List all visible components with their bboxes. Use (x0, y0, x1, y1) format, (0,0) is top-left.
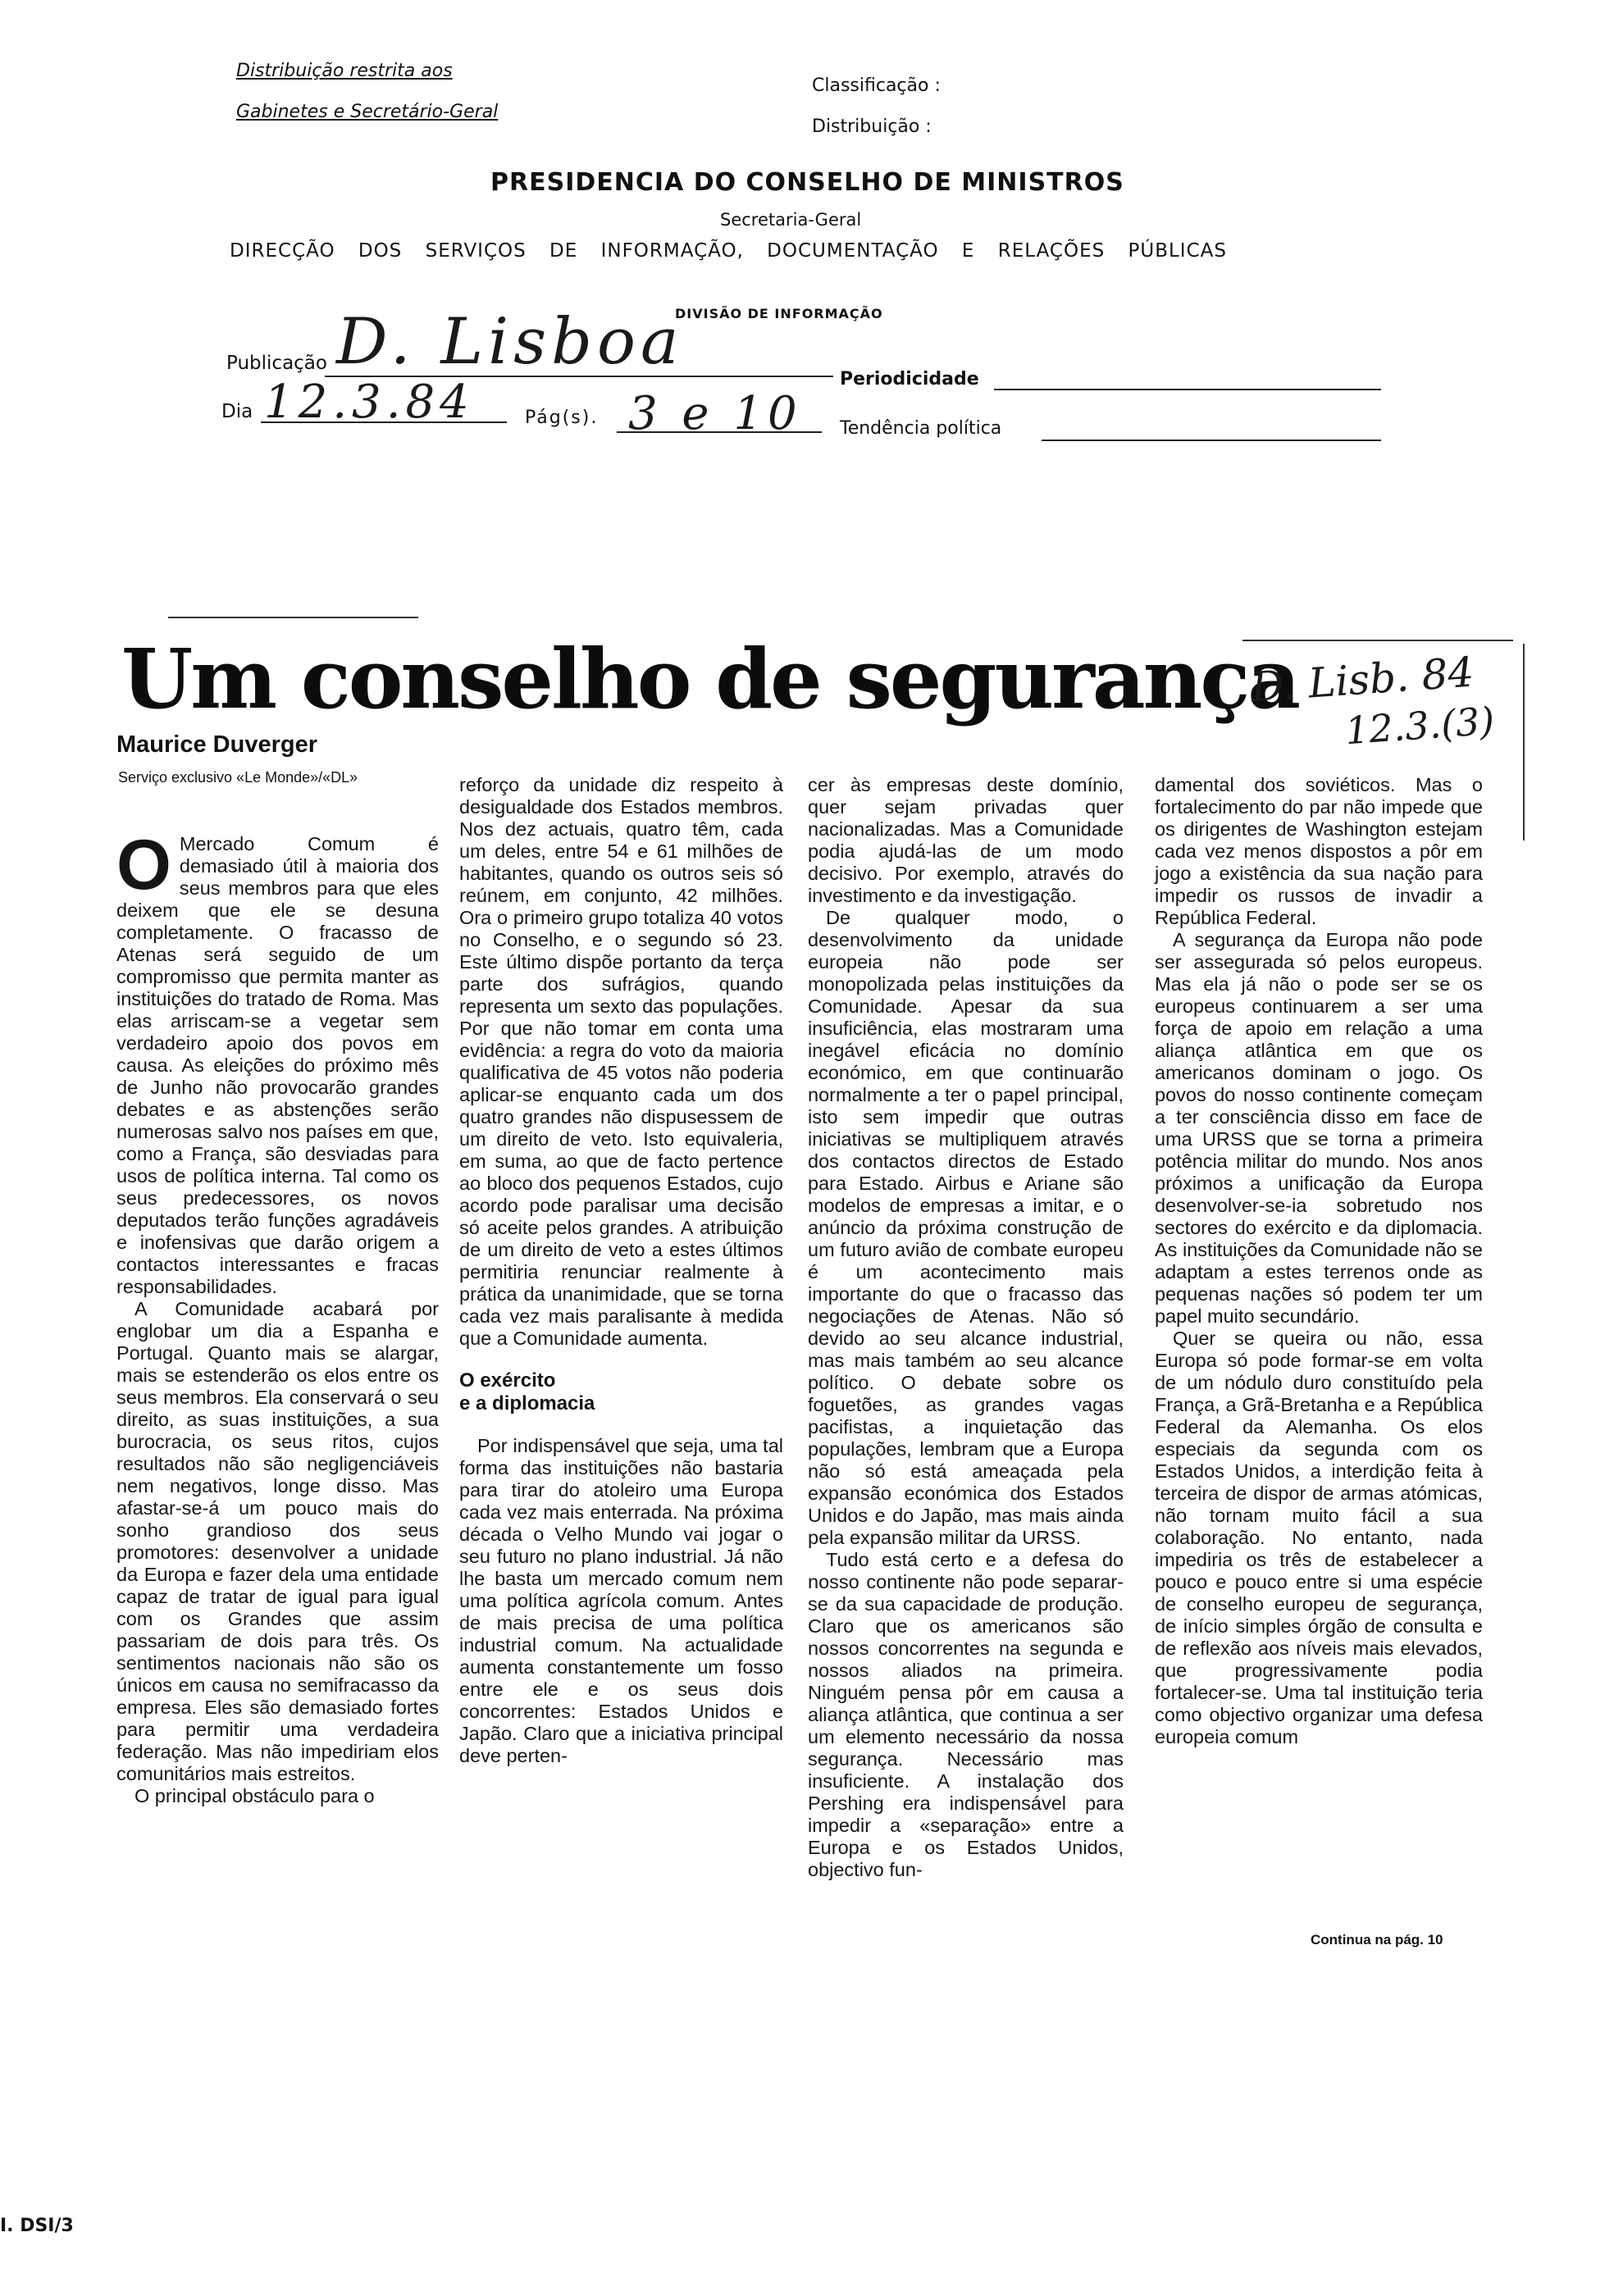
article-headline: Um conselho de segurança (121, 631, 1299, 727)
classificacao-label: Classificação : (812, 75, 941, 96)
publicacao-label: Publicação (226, 353, 327, 374)
article-column-4 (1155, 774, 1483, 1748)
pags-handwritten-value: 3 e 10 (628, 387, 802, 440)
divisao-label: DIVISÃO DE INFORMAÇÃO (675, 306, 883, 321)
continuation-note: Continua na pág. 10 (1311, 1932, 1443, 1947)
distribuicao-label: Distribuição : (812, 116, 932, 137)
handwritten-margin-note-2: 12.3.(3) (1343, 698, 1496, 754)
article-column-2 (459, 774, 783, 1767)
section-subhead-line-1: O exército (459, 1369, 556, 1392)
publicacao-handwritten-value: D. Lisboa (336, 305, 684, 379)
handwritten-margin-note-1: D. Lisb. 84 (1249, 648, 1476, 712)
drop-cap: O (116, 826, 171, 904)
right-margin-line (1523, 644, 1525, 840)
paragraph: Quer se queira ou não, essa Europa só pode formar-se em volta de um nódulo duro constituído pela França, a Grã-Bretanha e a República Federal da Alemanha. Os elos especiais da segunda com os Estados Unidos, a interdição feita à terceira de dispor de armas atómicas, não tornam muito fácil a sua colaboração. No entanto, nada impediria os três de estabelecer a pouco e pouco entre si uma espécie de conselho europeu de segurança, de início simples órgão de consulta e de reflexão aos níveis mais elevados, que progressivamente podia fortalecer-se. Uma tal instituição teria como objectivo organizar uma defesa europeia comum (1155, 1328, 1483, 1747)
paragraph: De qualquer modo, o desenvolvimento da unidade europeia não pode ser monopolizada pelas instituições da Comunidade. Apesar da sua insuficiência, elas mostraram uma inegável eficácia no domínio económico, em que continuarão normalmente a ter o papel principal, isto sem impedir que outras iniciativas se multipliquem através dos contactos directos de Estado para Estado. Airbus e Ariane são modelos de empresas a imitar, e o anúncio da próxima construção de um futuro avião de combate europeu é um acontecimento mais importante do que o fracasso das negociações de Atenas. Não só devido ao seu alcance industrial, mas mais também ao seu alcance político. O debate sobre os foguetões, as grandes vagas pacifistas, a inquietação das populações, lembram que a Europa não só está ameaçada pela expansão económica dos Estados Unidos e do Japão, mas mais ainda pela expansão militar da URSS. (808, 907, 1124, 1548)
secretaria-label: Secretaria-Geral (720, 210, 862, 230)
direccao-label: DIRECÇÃO DOS SERVIÇOS DE INFORMAÇÃO, DOCUMENTAÇÃO E RELAÇÕES PÚBLICAS (230, 240, 1227, 262)
paragraph: reforço da unidade diz respeito à desigualdade dos Estados membros. Nos dez actuais, quatro têm, cada um deles, entre 54 e 61 milhões de habitantes, quando os outros seis só reúnem, em conjunto, 42 milhões. Ora o primeiro grupo totaliza 40 votos no Conselho, e o segundo só 23. Este último dispõe portanto da terça parte dos sufrágios, quando representa um sexto das populações. Por que não tomar em conta uma evidência: a regra do voto da maioria qualificativa de 45 votos não poderia aplicar-se enquanto cada um dos quatro grandes não dispusessem de um direito de veto. Isto equivaleria, em suma, ao que de facto pertence ao bloco dos pequenos Estados, cujo acordo pode paralisar uma decisão só aceite pelos grandes. A atribuição de um direito de veto a estes últimos permitiria renunciar realmente à prática da unanimidade, que se torna cada vez mais paralisante à medida que a Comunidade aumenta. (459, 774, 783, 1349)
periodicidade-field-line (994, 389, 1381, 390)
distribution-line-2: Gabinetes e Secretário-Geral (236, 102, 499, 122)
paragraph: A segurança da Europa não pode ser assegurada só pelos europeus. Mas ela já não o pode ser se os europeus continuarem a ser uma força de apoio em relação a uma aliança atlântica em que os americanos dominam o jogo. Os povos do nosso continente começam a ter consciência disso em face de uma URSS que se torna a primeira potência militar do mundo. Nos anos próximos a unificação da Europa desenvolver-se-ia sobretudo nos sectores do exército e da diplomacia. As instituições da Comunidade não se adaptam a estes terrenos onde as pequenas nações só podem ter um papel muito secundário. (1155, 929, 1483, 1327)
paragraph: A Comunidade acabará por englobar um dia a Espanha e Portugal. Quanto mais se alargar, mais se estenderão os elos entre os seus membros. Ela conservará o seu direito, as suas instituições, a sua burocracia, os seus ritos, cujos resultados não são negligenciáveis nem negativos, longe disso. Mas afastar-se-á um pouco mais do sonho grandioso dos seus promotores: desenvolver a unidade da Europa e fazer dela uma entidade capaz de tratar de igual para igual com os Grandes que assim passariam de dois para três. Os sentimentos nacionais não são os únicos em causa no semifracasso da empresa. Eles são demasiado fortes para permitir uma verdadeira federação. Mas não impediriam elos comunitários mais estreitos. (116, 1298, 439, 1784)
section-subhead-line-2: e a diplomacia (459, 1392, 595, 1414)
tendencia-label: Tendência política (840, 418, 1002, 439)
tendencia-field-line (1042, 440, 1381, 441)
paragraph: damental dos soviéticos. Mas o fortalecimento do par não impede que os dirigentes de Washington estejam cada vez menos dispostos a pôr em jogo a existência da sua nação para impedir os russos de invadir a República Federal. (1155, 774, 1483, 928)
article-author: Maurice Duverger (116, 731, 317, 758)
periodicidade-label: Periodicidade (840, 369, 979, 390)
paragraph: Por indispensável que seja, uma tal forma das instituições não bastaria para tirar do atoleiro uma Europa cada vez mais enterrada. Na próxima década o Velho Mundo vai jogar o seu futuro no plano industrial. Já não lhe basta um mercado comum nem uma política agrícola comum. Antes de mais precisa de uma política industrial comum. Na actualidade aumenta constantemente um fosso entre ele e os seus dois concorrentes: Estados Unidos e Japão. Claro que a iniciativa principal deve perten- (459, 1435, 783, 1766)
dia-label: Dia (221, 401, 253, 422)
pags-label: Pág(s). (525, 408, 599, 428)
paragraph: Tudo está certo e a defesa do nosso continente não pode separar-se da sua capacidade de produção. Claro que os americanos são nossos concorrentes na segunda e nossos aliados na primeira. Ninguém pensa pôr em causa a aliança atlântica, que continua a ser um elemento necessário da nossa segurança. Necessário mas insuficiente. A instalação dos Pershing era indispensável para impedir a «separação» entre a Europa e os Estados Unidos, objectivo fun- (808, 1549, 1124, 1880)
top-rule-left (168, 617, 418, 618)
article-column-1 (116, 826, 439, 1807)
article-service-credit: Serviço exclusivo «Le Monde»/«DL» (118, 769, 358, 786)
article-column-3 (808, 774, 1124, 1881)
form-code: I. DSI/3 (0, 2216, 74, 2236)
org-title: PRESIDENCIA DO CONSELHO DE MINISTROS (490, 168, 1124, 197)
paragraph: cer às empresas deste domínio, quer sejam privadas quer nacionalizadas. Mas a Comunidade podia ajudá-las de um modo decisivo. Por exemplo, através do investimento e da investigação. (808, 774, 1124, 906)
paragraph: Mercado Comum é demasiado útil à maioria dos seus membros para que eles deixem que ele se desuna completamente. O fracasso de Atenas será seguido de um compromisso que permita manter as instituições do tratado de Roma. Mas elas arriscam-se a vegetar sem verdadeiro apoio dos povos em causa. As eleições do próximo mês de Junho não provocarão grandes debates e as abstenções serão numerosas salvo nos países em que, como a França, são desviadas para usos de política interna. Tal como os seus predecessores, os novos deputados terão funções agradáveis e inofensivas que darão origem a contactos interessantes e fracas responsabilidades. (116, 833, 439, 1297)
dia-handwritten-value: 12.3.84 (264, 376, 474, 429)
distribution-line-1: Distribuição restrita aos (236, 61, 453, 81)
paragraph: O principal obstáculo para o (134, 1785, 375, 1806)
